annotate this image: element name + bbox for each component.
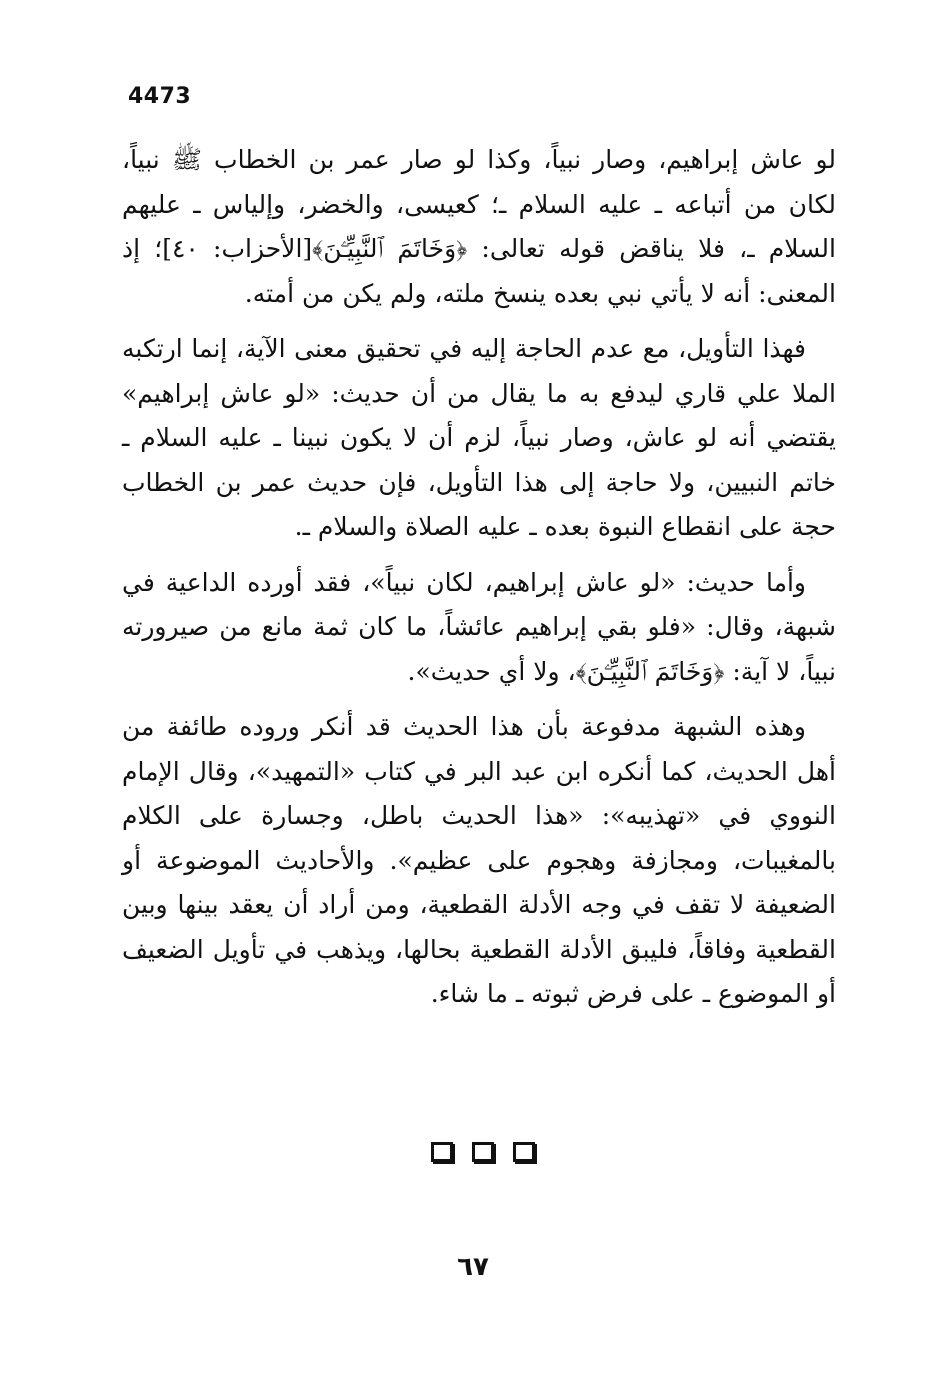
paragraph-1: لو عاش إبراهيم، وصار نبياً، وكذا لو صار عمر بن الخطاب ﷺ نبياً، لكان من أتباعه ـ عليه السلام ـ؛ كعيسى، والخضر، وإلياس ـ عليهم السلام ـ، فلا يناقض قوله تعالى: ﴿وَخَاتَمَ ٱلنَّبِيِّـۧنَ﴾[الأحزاب: ٤٠]؛ إذ المعنى: أنه لا يأتي نبي بعده ينسخ ملته، ولم يكن من أمته. [122, 145, 836, 308]
section-separator [431, 1142, 535, 1168]
body-text [122, 138, 836, 1028]
paragraph-3: وأما حديث: «لو عاش إبراهيم، لكان نبياً»، فقد أورده الداعية في شبهة، وقال: «فلو بقي إبراهيم عائشاً، ما كان ثمة مانع من صيرورته نبياً، لا آية: ﴿وَخَاتَمَ ٱلنَّبِيِّـۧنَ﴾، ولا أي حديث». [122, 567, 836, 686]
separator-square-icon [472, 1142, 494, 1162]
page-number-bottom: ٦٧ [457, 1252, 489, 1282]
paragraph-2: فهذا التأويل، مع عدم الحاجة إليه في تحقيق معنى الآية، إنما ارتكبه الملا علي قاري ليدفع به ما يقال من أن حديث: «لو عاش إبراهيم» يقتضي أنه لو عاش، وصار نبياً، لزم أن لا يكون نبينا ـ عليه السلام ـ خاتم النبيين، ولا حاجة إلى هذا التأويل، فإن حديث عمر بن الخطاب حجة على انقطاع النبوة بعده ـ عليه الصلاة والسلام ـ. [122, 334, 836, 541]
separator-square-icon [431, 1142, 453, 1162]
separator-square-icon [513, 1142, 535, 1162]
paragraph-4: وهذه الشبهة مدفوعة بأن هذا الحديث قد أنكر وروده طائفة من أهل الحديث، كما أنكره ابن عبد البر في كتاب «التمهيد»، وقال الإمام النووي في «تهذيبه»: «هذا الحديث باطل، وجسارة على الكلام بالمغيبات، ومجازفة وهجوم على عظيم». والأحاديث الموضوعة أو الضعيفة لا تقف في وجه الأدلة القطعية، ومن أراد أن يعقد بينها وبين القطعية وفاقاً، فليبق الأدلة القطعية بحالها، ويذهب في تأويل الضعيف أو الموضوع ـ على فرض ثبوته ـ ما شاء. [122, 712, 836, 1008]
page-number-top: 4473 [128, 84, 192, 109]
